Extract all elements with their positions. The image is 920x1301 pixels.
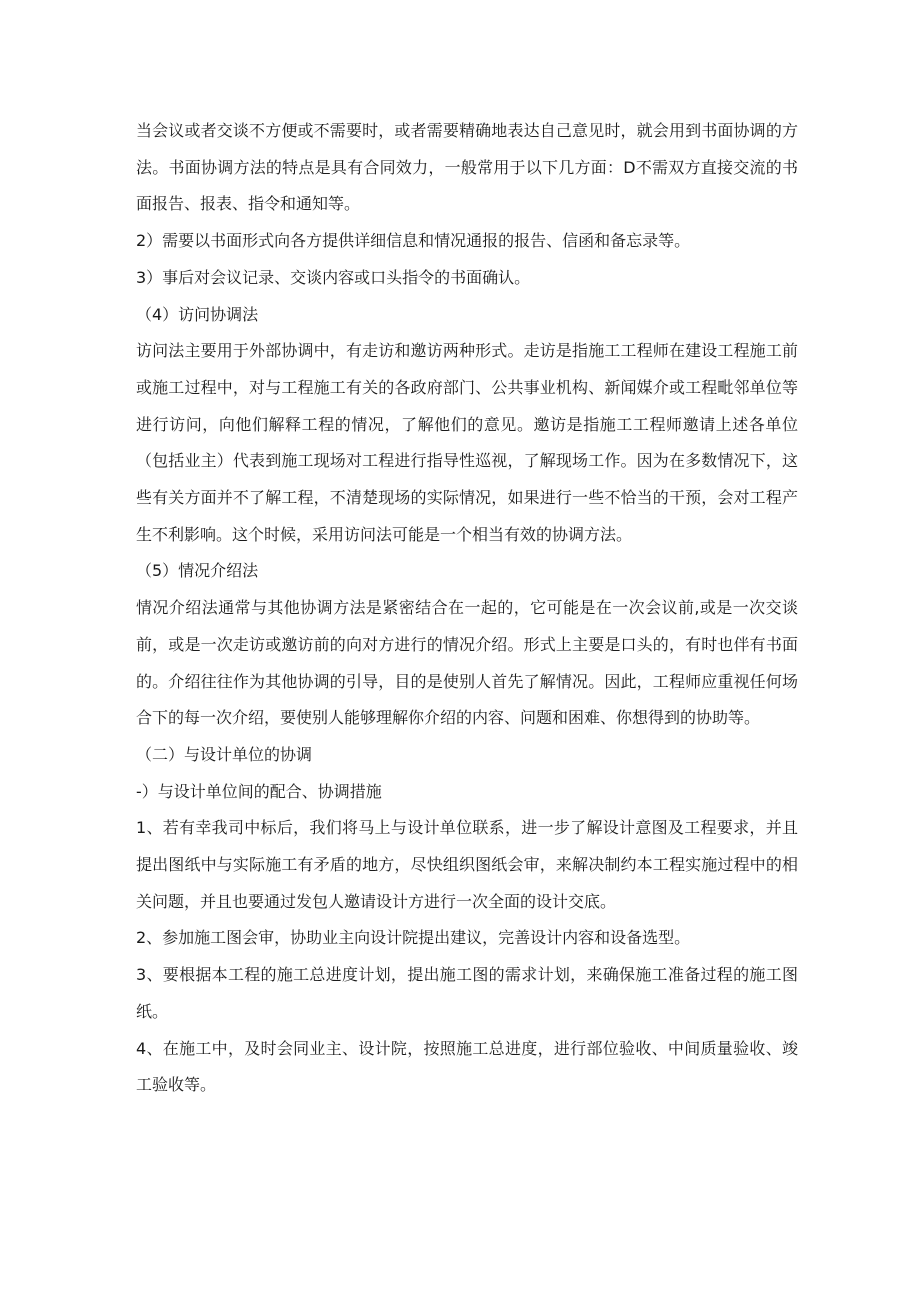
heading-design-unit-coordination: （二）与设计单位的协调 [136,744,313,764]
list-item-2: 2、参加施工图会审，协助业主向设计院提出建议，完善设计内容和设备选型。 [136,928,691,948]
subheading-design-cooperation-measures: -）与设计单位间的配合、协调措施 [136,781,382,801]
heading-briefing-method: （5）情况介绍法 [136,561,259,581]
paragraph-item-2: 2）需要以书面形式向各方提供详细信息和情况通报的报告、信函和备忘录等。 [136,231,691,251]
list-item-4: 4、在施工中，及时会同业主、设计院，按照施工总进度，进行部位验收、中间质量验收、竣工验收等。 [136,1038,798,1095]
heading-visit-coordination: （4）访问协调法 [136,304,259,324]
list-item-1: 1、若有幸我司中标后，我们将马上与设计单位联系，进一步了解设计意图及工程要求，并且提出图纸中与实际施工有矛盾的地方，尽快组织图纸会审，来解决制约本工程实施过程中的相关问题，并且也要通过发包人邀请设计方进行一次全面的设计交底。 [136,818,798,911]
paragraph-visit-method: 访问法主要用于外部协调中，有走访和邀访两种形式。走访是指施工工程师在建设工程施工前或施工过程中，对与工程施工有关的各政府部门、公共事业机构、新闻媒介或工程毗邻单位等进行访问，向他们解释工程的情况，了解他们的意见。邀访是指施工工程师邀请上述各单位（包括业主）代表到施工现场对工程进行指导性巡视，了解现场工作。因为在多数情况下，这些有关方面并不了解工程，不清楚现场的实际情况，如果进行一些不恰当的干预，会对工程产生不利影响。这个时候，采用访问法可能是一个相当有效的协调方法。 [136,341,798,544]
list-item-3: 3、要根据本工程的施工总进度计划，提出施工图的需求计划，来确保施工准备过程的施工图纸。 [136,965,798,1021]
paragraph-briefing-method: 情况介绍法通常与其他协调方法是紧密结合在一起的，它可能是在一次会议前,或是一次交谈前，或是一次走访或邀访前的向对方进行的情况介绍。形式上主要是口头的，有时也伴有书面的。介绍往往作为其他协调的引导，目的是使别人首先了解情况。因此，工程师应重视任何场合下的每一次介绍，要使别人能够理解你介绍的内容、问题和困难、你想得到的协助等。 [136,598,798,728]
paragraph-written-coordination: 当会议或者交谈不方便或不需要时，或者需要精确地表达自己意见时，就会用到书面协调的方法。书面协调方法的特点是具有合同效力，一般常用于以下几方面：D不需双方直接交流的书面报告、报表、指令和通知等。 [136,121,798,214]
paragraph-item-3: 3）事后对会议记录、交谈内容或口头指令的书面确认。 [136,267,531,287]
document-body [136,113,798,1104]
